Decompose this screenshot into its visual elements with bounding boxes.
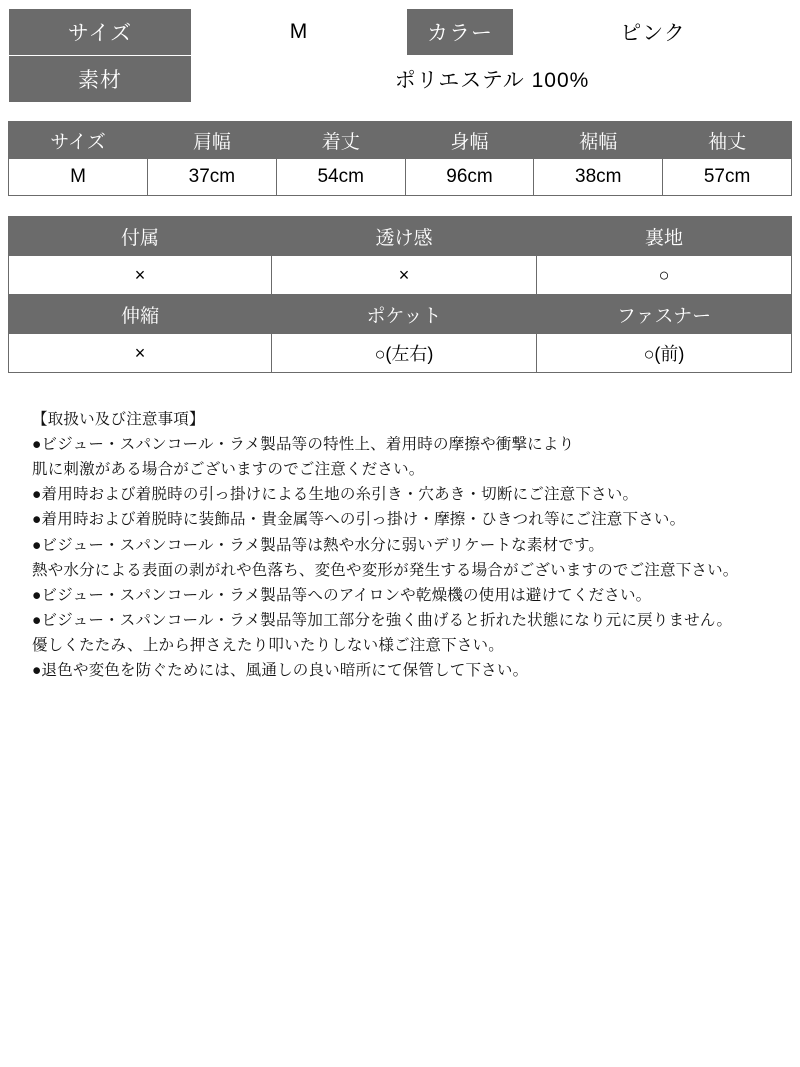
basic-label-size: サイズ [9, 9, 192, 56]
attr-header-stretch: 伸縮 [9, 295, 272, 334]
measure-header-bust: 身幅 [405, 122, 534, 159]
table-row [9, 9, 793, 56]
attr-header-pocket: ポケット [272, 295, 537, 334]
attr-header-accessory: 付属 [9, 217, 272, 256]
basic-value-material: ポリエステル 100% [192, 56, 793, 103]
measure-header-length: 着丈 [276, 122, 405, 159]
care-note-line: ●ビジュー・スパンコール・ラメ製品等は熱や水分に弱いデリケートな素材です。 [32, 536, 605, 554]
care-note-line: ●ビジュー・スパンコール・ラメ製品等加工部分を強く曲げると折れた状態になり元に戻りません。 [32, 611, 733, 629]
attr-header-zipper: ファスナー [537, 295, 792, 334]
care-notes [8, 407, 792, 683]
attr-header-sheerness: 透け感 [272, 217, 537, 256]
basic-label-material: 素材 [9, 56, 192, 103]
basic-label-color: カラー [407, 9, 514, 56]
measure-header-size: サイズ [9, 122, 148, 159]
attr-value-stretch: × [9, 334, 272, 373]
measure-header-sleeve: 袖丈 [663, 122, 792, 159]
care-note-line: ●ビジュー・スパンコール・ラメ製品等の特性上、着用時の摩擦や衝撃により [32, 436, 575, 454]
attribute-table [8, 216, 792, 373]
measure-value-shoulder: 37cm [148, 159, 277, 196]
attr-value-zipper: ○(前) [537, 334, 792, 373]
care-note-line: ●ビジュー・スパンコール・ラメ製品等へのアイロンや乾燥機の使用は避けてください。 [32, 586, 652, 604]
basic-value-color: ピンク [514, 9, 793, 56]
table-row-header [9, 295, 792, 334]
measurement-table [8, 121, 792, 196]
attr-header-lining: 裏地 [537, 217, 792, 256]
measure-value-hem: 38cm [534, 159, 663, 196]
measure-value-sleeve: 57cm [663, 159, 792, 196]
attr-value-accessory: × [9, 256, 272, 295]
table-row [9, 334, 792, 373]
measure-value-length: 54cm [276, 159, 405, 196]
table-row-header [9, 122, 792, 159]
care-note-line: ●着用時および着脱時に装飾品・貴金属等への引っ掛け・摩擦・ひきつれ等にご注意下さい。 [32, 511, 686, 529]
attr-value-sheerness: × [272, 256, 537, 295]
table-row [9, 256, 792, 295]
measure-value-size: M [9, 159, 148, 196]
table-row [9, 56, 793, 103]
measure-value-bust: 96cm [405, 159, 534, 196]
attr-value-lining: ○ [537, 256, 792, 295]
care-note-line: 優しくたたみ、上から押さえたり叩いたりしない様ご注意下さい。 [32, 636, 504, 654]
basic-spec-table [8, 8, 792, 103]
basic-value-size: M [192, 9, 407, 56]
table-row-header [9, 217, 792, 256]
table-row [9, 159, 792, 196]
attr-value-pocket: ○(左右) [272, 334, 537, 373]
care-note-line: ●着用時および着脱時の引っ掛けによる生地の糸引き・穴あき・切断にご注意下さい。 [32, 486, 639, 504]
measure-header-shoulder: 肩幅 [148, 122, 277, 159]
care-note-line: 肌に刺激がある場合がございますのでご注意ください。 [32, 461, 425, 479]
care-note-line: 熱や水分による表面の剥がれや色落ち、変色や変形が発生する場合がございますのでご注意下さい。 [32, 561, 739, 579]
care-note-line: ●退色や変色を防ぐためには、風通しの良い暗所にて保管して下さい。 [32, 662, 529, 680]
care-notes-title: 【取扱い及び注意事項】 [32, 411, 205, 428]
measure-header-hem: 裾幅 [534, 122, 663, 159]
